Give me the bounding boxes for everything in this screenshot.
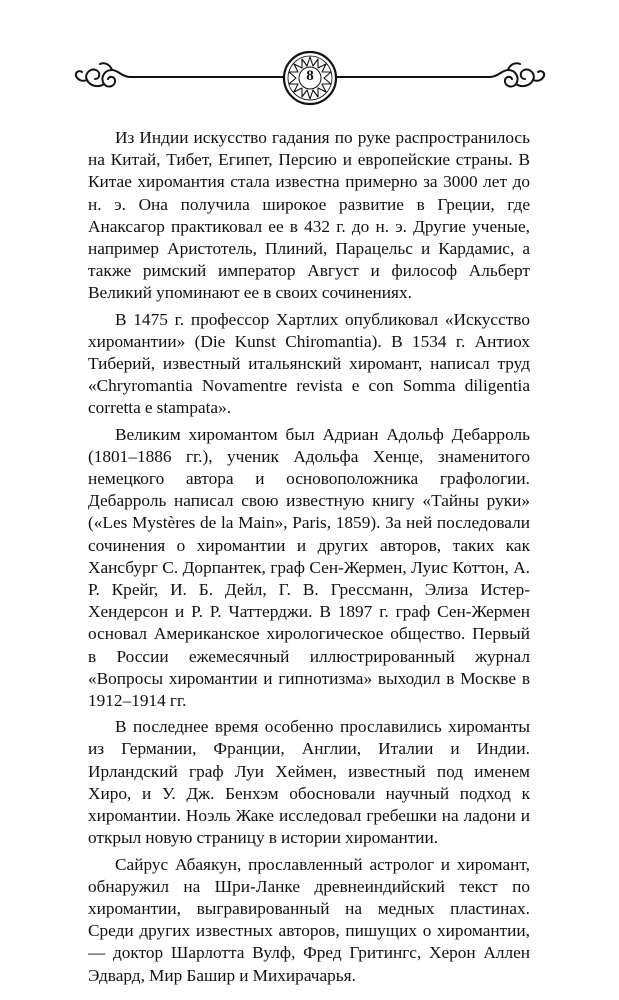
paragraph-5: Сайрус Абаякун, прославленный астролог и хиромант, обнаружил на Шри-Ланке древнеиндийский текст по хиромантии, выгравированный на медных пластинах. Среди других известных авторов, пишущих о хиромантии, — доктор Шарлотта Вулф, Фред Гритингс, Херон Аллен Эдвард, Мир Башир и Михирачарья. — [88, 854, 530, 985]
paragraph-2: В 1475 г. профессор Хартлих опубликовал «Искусство хиромантии» (Die Kunst Chiromantia). В 1534 г. Антиох Тиберий, известный итальянский хиромант, написал труд «Chryromantia Novamentre revista e con Somma diligentia corretta e stampata». — [88, 309, 530, 418]
paragraph-1: Из Индии искусство гадания по руке распространилось на Китай, Тибет, Египет, Персию и европейские страны. В Китае хиромантия стала известна примерно за 3000 лет до н. э. Она получила широкое развитие в Греции, где Анаксагор практиковал ее в 432 г. до н. э. Другие ученые, например Аристотель, Плиний, Парацельс и Кардамис, а также римский император Август и философ Альберт Великий упоминают ее в своих сочинениях. — [88, 128, 530, 303]
paragraph-3: Великим хиромантом был Адриан Адольф Дебарроль (1801–1886 гг.), ученик Адольфа Хенце, знаменитого немецкого автора и основоположника графологии. Дебарроль написал свою известную книгу «Тайны руки» («Les Mystères de la Main», Paris, 1859). За ней последовали сочинения о хиромантии и других авторов, таких как Хансбург С. Дорпантек, граф Сен-Жермен, Луис Коттон, А. Р. Крейг, И. Б. Дейл, Г. В. Грессманн, Элиза Истер-Хендерсон и Р. Р. Чаттерджи. В 1897 г. граф Сен-Жермен основал Американское хирологическое общество. Первый в России ежемесячный иллюстрированный журнал «Вопросы хиромантии и гипнотизма» выходил в Москве в 1912–1914 гг. — [88, 424, 530, 711]
page-number: 8 — [306, 68, 314, 84]
paragraph-4: В последнее время особенно прославились хироманты из Германии, Франции, Англии, Италии и Индии. Ирландский граф Луи Хеймен, известный под именем Хиро, и У. Дж. Бенхэм обосновали научный подход к хиромантии. Ноэль Жаке исследовал гребешки на ладони и открыл новую страницу в истории хиромантии. — [88, 717, 530, 848]
page-body — [88, 127, 530, 987]
flourish-right-icon — [490, 63, 544, 86]
flourish-left-icon — [76, 63, 130, 86]
header-ornament — [0, 0, 619, 120]
page-header — [0, 0, 619, 120]
